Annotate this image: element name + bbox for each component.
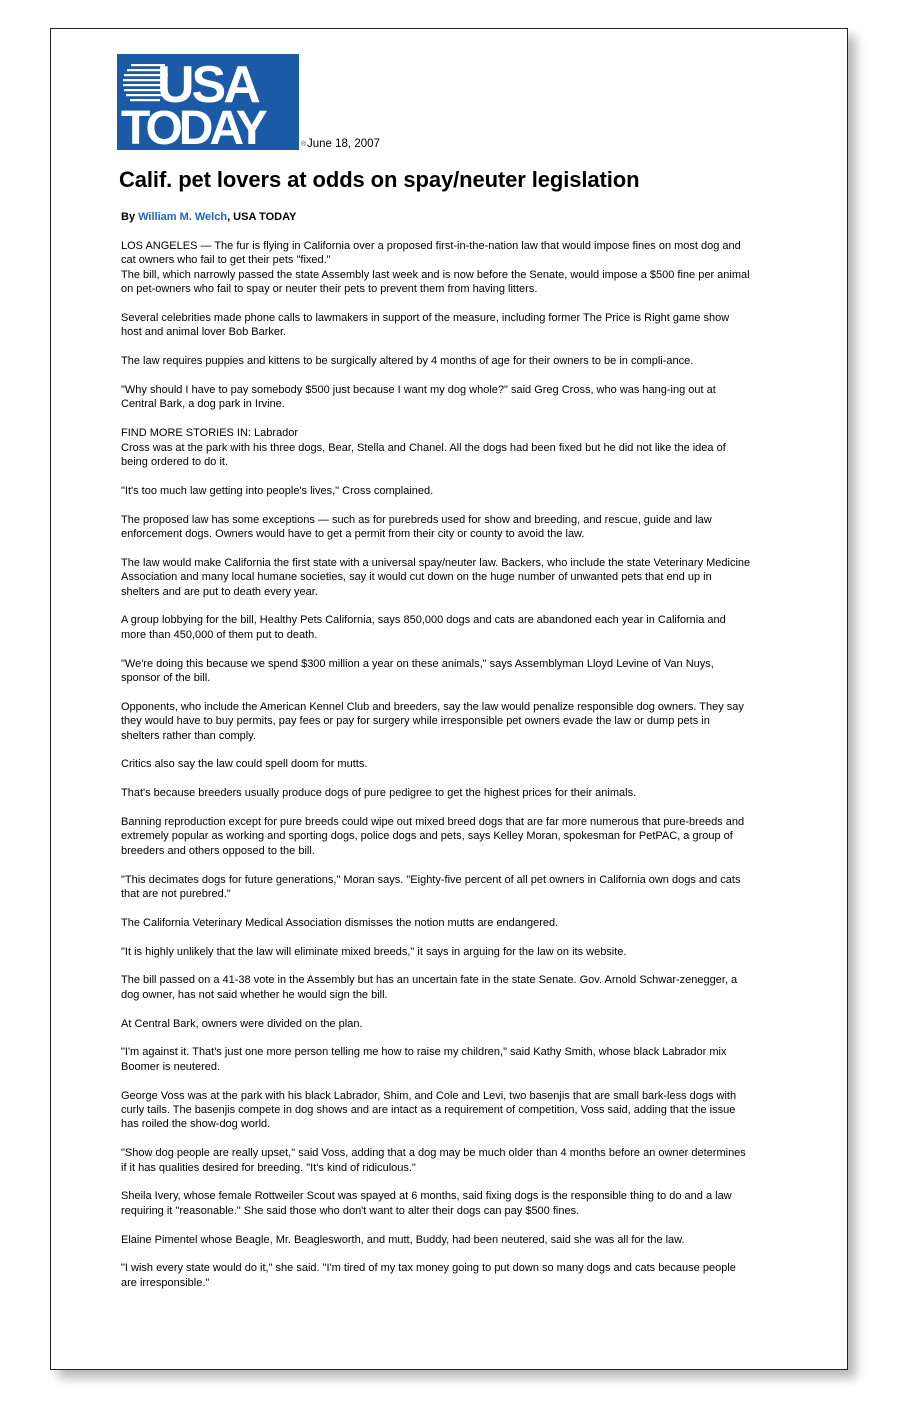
logo-word-usa: USA <box>157 56 258 114</box>
article-paragraph: Banning reproduction except for pure breeds could wipe out mixed breed dogs that are far more numerous that pure-breeds and extremely popular as working and sporting dogs, police dogs and pets, says Kelley Moran, spokesman for PetPAC, a group of breeders and others opposed to the bill. <box>121 816 745 857</box>
article-paragraph: The law would make California the first state with a universal spay/neuter law. Backers, who include the state Veterinary Medicine Association and many local humane societies, say it would cut down on the huge number of unwanted pets that end up in shelters and are put to death every year. <box>121 556 751 598</box>
article-headline: Calif. pet lovers at odds on spay/neuter legislation <box>119 167 640 192</box>
article-paragraph: Cross was at the park with his three dogs, Bear, Stella and Chanel. All the dogs had been fixed but he did not like the idea of being ordered to do it. <box>121 441 726 469</box>
find-more-stories: FIND MORE STORIES IN: Labrador <box>121 427 299 440</box>
registered-mark-icon: ® <box>301 141 307 148</box>
article-paragraph: "It is highly unlikely that the law will eliminate mixed breeds," it says in arguing for the law on its website. <box>121 945 627 958</box>
article-paragraph: A group lobbying for the bill, Healthy Pets California, says 850,000 dogs and cats are abandoned each year in California and more than 450,000 of them put to death. <box>121 614 726 641</box>
logo-word-today: TODAY <box>121 102 264 150</box>
article-paragraph: "I wish every state would do it," she said. "I'm tired of my tax money going to put down so many dogs and cats because people are irresponsible." <box>121 1262 736 1289</box>
byline-suffix: , USA TODAY <box>227 211 297 223</box>
globe-icon <box>117 54 299 150</box>
article-paragraph: The California Veterinary Medical Association dismisses the notion mutts are endangered. <box>121 916 559 929</box>
article-paragraph: "Why should I have to pay somebody $500 just because I want my dog whole?" said Greg Cross, who was hang-ing out at Central Bark, a dog park in Irvine. <box>121 384 716 411</box>
article-paragraph: Opponents, who include the American Kennel Club and breeders, say the law would penalize responsible dog owners. They say they would have to buy permits, pay fees or pay for surgery while irresponsible pet owners evade the law or dump pets in shelters rather than comply. <box>121 700 744 742</box>
article-paragraph: Sheila Ivery, whose female Rottweiler Scout was spayed at 6 months, said fixing dogs is the responsible thing to do and a law requiring it "reasonable." She said those who don't want to alter their dogs can pay $500 fines. <box>121 1190 732 1217</box>
article-paragraph: The law requires puppies and kittens to be surgically altered by 4 months of age for their owners to be in compli-ance. <box>121 355 694 368</box>
article-paragraph: Several celebrities made phone calls to lawmakers in support of the measure, including former The Price is Right game show host and animal lover Bob Barker. <box>121 312 730 339</box>
article-paragraph: "This decimates dogs for future generations," Moran says. "Eighty-five percent of all pet owners in California own dogs and cats that are not purebred." <box>121 873 741 901</box>
author-link[interactable]: William M. Welch <box>138 211 228 223</box>
byline-prefix: By <box>121 211 139 223</box>
article-paragraph: At Central Bark, owners were divided on the plan. <box>121 1017 363 1030</box>
article-paragraph: LOS ANGELES — The fur is flying in California over a proposed first-in-the-nation law that would impose fines on most dog and cat owners who fail to get their pets "fixed." <box>121 240 741 267</box>
article-paragraph: Elaine Pimentel whose Beagle, Mr. Beaglesworth, and mutt, Buddy, had been neutered, said she was all for the law. <box>121 1233 685 1246</box>
article-paragraph: That's because breeders usually produce dogs of pure pedigree to get the highest prices for their animals. <box>121 787 637 800</box>
article-paragraph: The bill passed on a 41-38 vote in the Assembly but has an uncertain fate in the state Senate. Gov. Arnold Schwar-zenegger, a dog owner, has not said whether he would sign the bill. <box>121 974 738 1001</box>
article-paragraph: Critics also say the law could spell doom for mutts. <box>121 758 368 771</box>
article-paragraph: "We're doing this because we spend $300 million a year on these animals," says Assemblyman Lloyd Levine of Van Nuys, sponsor of the bill. <box>121 657 714 685</box>
article-paragraph: "I'm against it. That's just one more person telling me how to raise my children," said Kathy Smith, whose black Labrador mix Boomer is neutered. <box>121 1046 727 1073</box>
byline <box>121 211 296 223</box>
article-paragraph: George Voss was at the park with his black Labrador, Shim, and Cole and Levi, two basenjis that are small bark-less dogs with curly tails. The basenjis compete in dog shows and are intact as a requirement of competition, Voss said, adding that the issue has roiled the show-dog world. <box>121 1089 737 1131</box>
article-paragraph: "Show dog people are really upset," said Voss, adding that a dog may be much older than 4 months before an owner determines if it has qualities desired for breeding. "It's kind of ridiculous." <box>121 1147 746 1174</box>
article-paragraph: "It's too much law getting into people's lives," Cross complained. <box>121 484 434 497</box>
usa-today-logo <box>117 54 299 150</box>
article-paragraph: The proposed law has some exceptions — such as for purebreds used for show and breeding, and rescue, guide and law enforcement dogs. Owners would have to get a permit from their city or county to avoid the law. <box>121 513 712 541</box>
publication-date: June 18, 2007 <box>307 138 380 150</box>
article-body <box>121 239 751 1305</box>
article-paragraph: The bill, which narrowly passed the state Assembly last week and is now before the Senate, would impose a $500 fine per animal on pet-owners who fail to spay or neuter their pets to prevent them from having litters. <box>121 268 750 296</box>
article-page <box>50 28 848 1370</box>
